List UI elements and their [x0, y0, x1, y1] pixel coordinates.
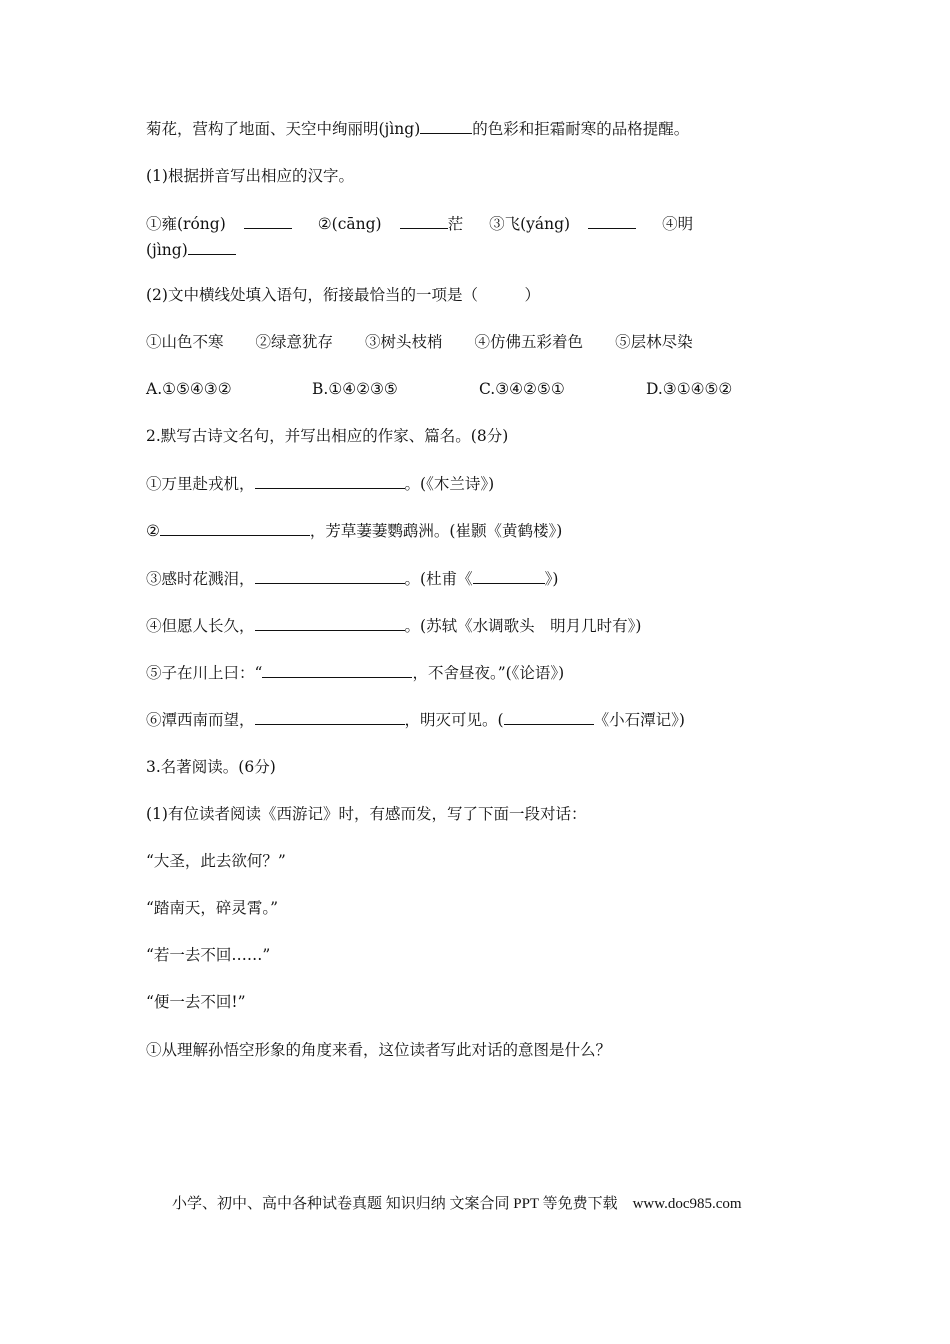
- q1-1-item4-cont: [146, 239, 236, 260]
- option-b: B.①④②③⑤: [312, 380, 398, 398]
- blank: [255, 568, 405, 584]
- blank: [588, 213, 636, 229]
- q2-l3-b: 。(杜甫《: [404, 570, 473, 588]
- phrase: ②绿意犹存: [255, 333, 334, 351]
- q2-l1-a: ①万里赴戎机，: [146, 475, 255, 493]
- dialogue-line: “大圣，此去欲何？”: [146, 852, 286, 870]
- q2-l1-b: 。(《木兰诗》): [404, 475, 495, 493]
- phrase: ⑤层林尽染: [615, 333, 693, 351]
- q2-l3-a: ③感时花溅泪，: [146, 570, 255, 588]
- q2-l3-c: 》): [544, 570, 559, 588]
- q2-line-5: [146, 662, 564, 683]
- option-a: A.①⑤④③②: [146, 380, 232, 398]
- blank: [160, 520, 310, 536]
- blank: [255, 473, 405, 489]
- q1-1-item4-pinyin: (jìng): [146, 241, 188, 259]
- q2-line-6: [146, 709, 685, 730]
- q2-heading: 2.默写古诗文名句，并写出相应的作家、篇名。(8分): [146, 427, 509, 445]
- intro-text-b: 的色彩和拒霜耐寒的品格提醒。: [472, 120, 690, 138]
- q1-1-items: [146, 213, 693, 234]
- phrase: ④仿佛五彩着色: [474, 333, 584, 351]
- q1-1-item3: ③飞(yáng): [489, 215, 571, 233]
- q2-l6-c: 《小石潭记》): [593, 711, 685, 729]
- intro-line: [146, 118, 689, 139]
- q2-l5-b: ，不舍昼夜。”(《论语》): [412, 664, 565, 682]
- q2-l5-a: ⑤子在川上曰：“: [146, 664, 263, 682]
- q2-l4-a: ④但愿人长久，: [146, 617, 255, 635]
- blank: [473, 568, 545, 584]
- q3-intro: (1)有位读者阅读《西游记》时，有感而发，写了下面一段对话：: [146, 805, 587, 823]
- q2-l6-a: ⑥潭西南而望，: [146, 711, 255, 729]
- footer-text: 小学、初中、高中各种试卷真题 知识归纳 文案合同 PPT 等免费下载 www.doc985.com: [172, 1196, 742, 1212]
- q2-l2-b: ，芳草萋萋鹦鹉洲。(崔颢《黄鹤楼》): [309, 522, 563, 540]
- option-c: C.③④②⑤①: [479, 380, 565, 398]
- dialogue-line: “若一去不回……”: [146, 946, 271, 964]
- q1-1-item2: ②(cāng): [317, 215, 382, 233]
- q1-2-prompt: (2)文中横线处填入语句，衔接最恰当的一项是（ ）: [146, 286, 540, 304]
- q2-line-2: [146, 520, 562, 541]
- q1-1-item1: ①雍(róng): [146, 215, 226, 233]
- q2-l4-b: 。(苏轼《水调歌头 明月几时有》): [404, 617, 642, 635]
- blank: [400, 213, 448, 229]
- q1-2-phrases: [146, 332, 693, 352]
- q2-line-3: [146, 568, 558, 589]
- dialogue-line: “踏南天，碎灵霄。”: [146, 899, 279, 917]
- option-d: D.③①④⑤②: [646, 380, 733, 398]
- blank: [255, 615, 405, 631]
- q2-l2-a: ②: [146, 522, 160, 540]
- q1-1-prompt: (1)根据拼音写出相应的汉字。: [146, 167, 354, 185]
- intro-text-a: 菊花，营构了地面、天空中绚丽明(jìng): [146, 120, 421, 138]
- q1-1-item4: ④明: [662, 215, 694, 233]
- q2-l6-b: ，明灭可见。(: [404, 711, 504, 729]
- blank: [504, 709, 594, 725]
- q2-line-1: [146, 473, 494, 494]
- phrase: ③树头枝梢: [365, 333, 443, 351]
- q2-line-4: [146, 615, 641, 636]
- q1-1-item2-suffix: 茫: [447, 215, 464, 233]
- q3-heading: 3.名著阅读。(6分): [146, 758, 276, 776]
- blank: [244, 213, 292, 229]
- blank: [188, 239, 236, 255]
- dialogue-line: “便一去不回!”: [146, 993, 246, 1011]
- q3-question: ①从理解孙悟空形象的角度来看，这位读者写此对话的意图是什么？: [146, 1041, 612, 1059]
- phrase: ①山色不寒: [146, 333, 224, 351]
- blank: [262, 662, 412, 678]
- blank: [255, 709, 405, 725]
- blank: [420, 118, 472, 134]
